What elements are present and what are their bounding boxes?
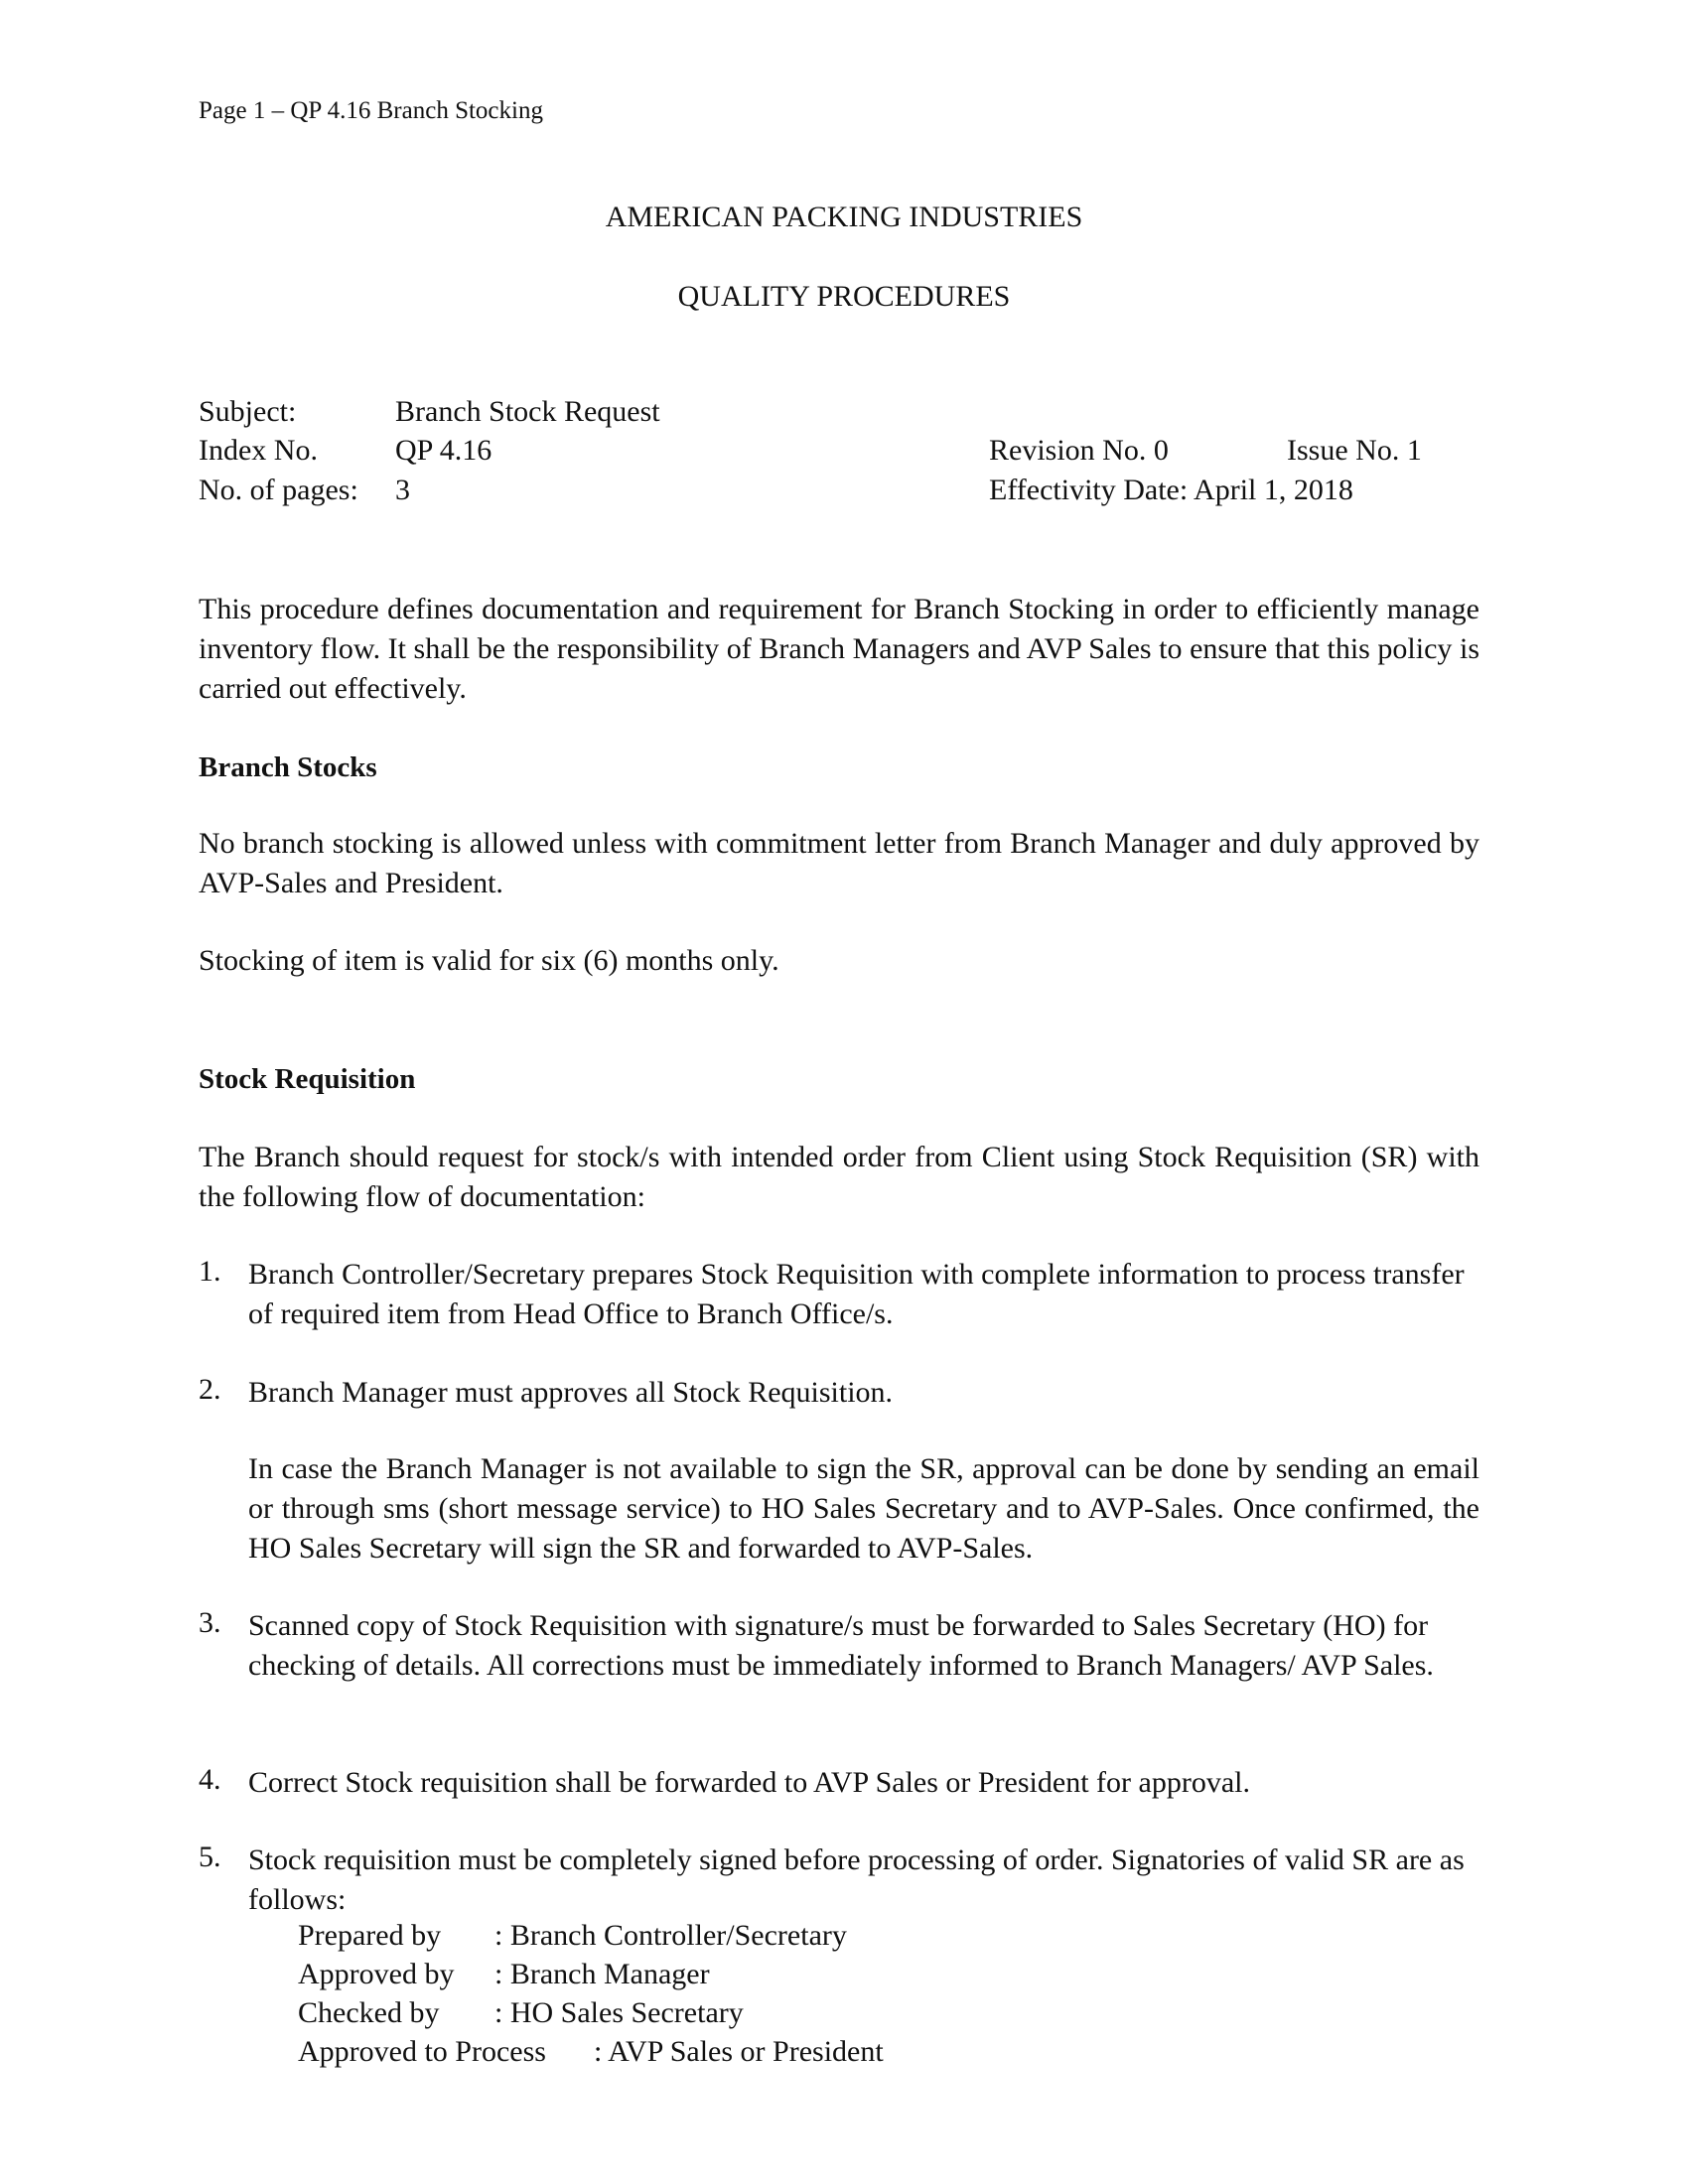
stocking-validity-paragraph: Stocking of item is valid for six (6) months only. [199,944,779,977]
index-label: Index No. [199,434,318,467]
issue-number: Issue No. 1 [1287,434,1422,467]
signatory-value: : HO Sales Secretary [494,1996,744,2029]
signatory-value: : Branch Controller/Secretary [494,1919,847,1952]
page-header: Page 1 – QP 4.16 Branch Stocking [199,97,543,124]
list-number: 1. [199,1255,221,1288]
list-item: Branch Controller/Secretary prepares Stock Requisition with complete information to process transfer of required item from Head Office to Branch Office/s. [248,1258,1465,1330]
effectivity-date: Effectivity Date: April 1, 2018 [989,474,1353,506]
section-heading-branch-stocks: Branch Stocks [199,751,377,783]
list-number: 5. [199,1841,221,1873]
list-number: 2. [199,1373,221,1406]
pages-label: No. of pages: [199,474,358,506]
list-number: 3. [199,1606,221,1639]
subject-label: Subject: [199,395,297,428]
signatory-value: : AVP Sales or President [594,2035,884,2068]
subject-value: Branch Stock Request [395,395,660,428]
signatory-value: : Branch Manager [494,1958,710,1990]
list-item-note: In case the Branch Manager is not available to sign the SR, approval can be done by sending an email or through sms (short message service) to HO Sales Secretary and to AVP-Sales. Once confirmed, the HO Sales Secretary will sign the SR and forwarded to AVP-Sales. [248,1452,1479,1565]
list-number: 4. [199,1763,221,1796]
stock-requisition-intro: The Branch should request for stock/s with intended order from Client using Stock Requisition (SR) with the following flow of documentation: [199,1141,1479,1213]
revision-number: Revision No. 0 [989,434,1169,467]
list-item: Branch Manager must approves all Stock Requisition. [248,1376,894,1409]
section-heading-stock-requisition: Stock Requisition [199,1063,416,1095]
signatory-role: Checked by [298,1996,440,2029]
list-item: Stock requisition must be completely signed before processing of order. Signatories of valid SR are as follows: [248,1843,1465,1916]
pages-value: 3 [395,474,410,506]
list-item: Correct Stock requisition shall be forwarded to AVP Sales or President for approval. [248,1766,1250,1799]
index-value: QP 4.16 [395,434,492,467]
intro-paragraph: This procedure defines documentation and requirement for Branch Stocking in order to efficiently manage inventory flow. It shall be the responsibility of Branch Managers and AVP Sales to ensure that this policy is carried out effectively. [199,593,1479,705]
list-item: Scanned copy of Stock Requisition with signature/s must be forwarded to Sales Secretary (HO) for checking of details. All corrections must be immediately informed to Branch Managers/ AVP Sales. [248,1609,1434,1682]
company-name: AMERICAN PACKING INDUSTRIES [605,201,1083,233]
signatory-role: Prepared by [298,1919,442,1952]
document-type: QUALITY PROCEDURES [677,280,1011,313]
signatory-role: Approved by [298,1958,455,1990]
signatory-role: Approved to Process [298,2035,546,2068]
branch-stocks-paragraph: No branch stocking is allowed unless with commitment letter from Branch Manager and duly approved by AVP-Sales and President. [199,827,1479,899]
